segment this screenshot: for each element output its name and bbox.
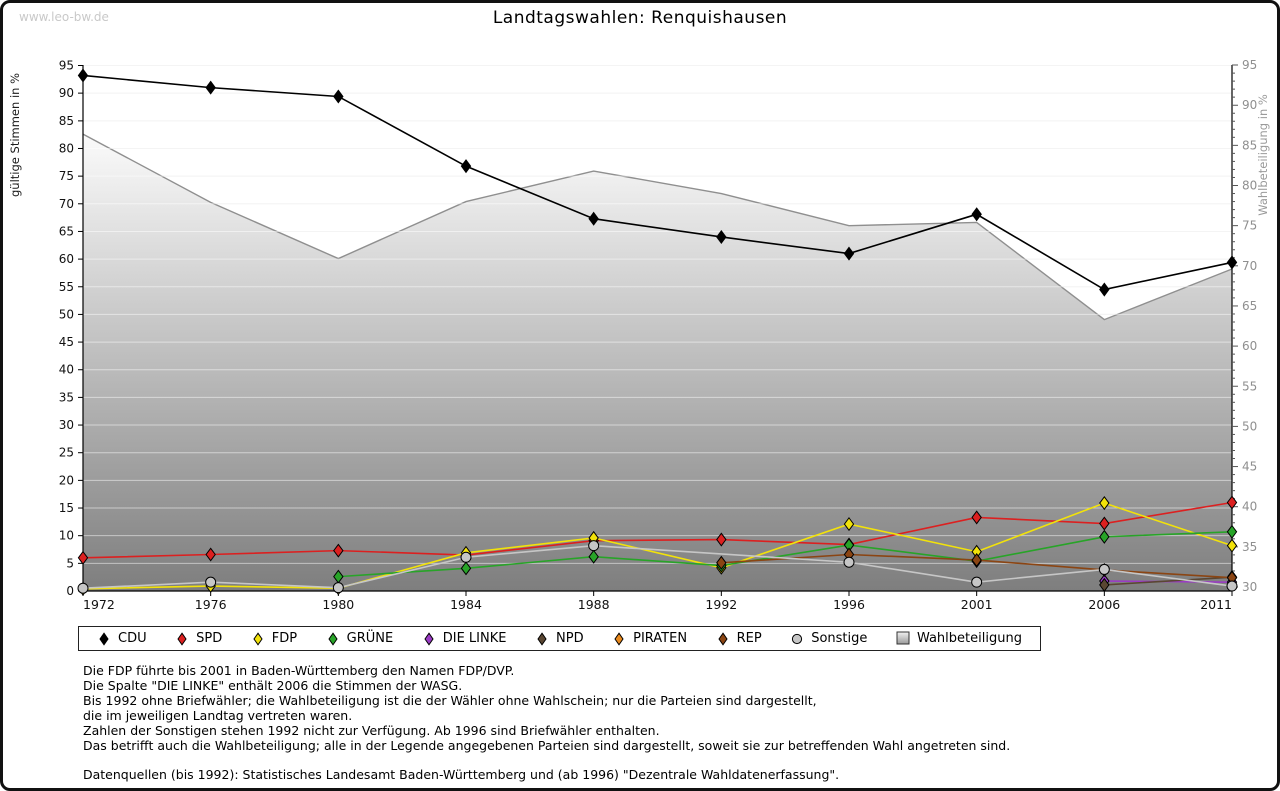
- left-axis-tick-label: 70: [58, 196, 74, 211]
- data-point-marker: [972, 577, 982, 587]
- left-axis-tick-label: 15: [58, 501, 74, 516]
- right-axis-tick-label: 35: [1242, 539, 1258, 554]
- data-point-marker: [461, 160, 470, 172]
- legend-label: REP: [736, 631, 762, 646]
- left-axis-tick-label: 90: [58, 86, 74, 101]
- x-axis-tick-label: 1984: [450, 597, 482, 612]
- legend-marker-icon: [97, 631, 111, 647]
- left-axis-tick-label: 30: [58, 418, 74, 433]
- data-point-marker: [461, 552, 471, 562]
- legend-item-sonstige: [790, 631, 867, 647]
- data-point-marker: [333, 583, 343, 593]
- legend-item-spd: [175, 631, 222, 647]
- left-axis-title: gültige Stimmen in %: [8, 72, 22, 198]
- data-point-marker: [1100, 283, 1109, 295]
- election-chart: [3, 3, 1280, 621]
- legend-marker-icon: [535, 631, 549, 647]
- data-point-marker: [206, 81, 215, 93]
- legend-marker-icon: [612, 631, 626, 647]
- legend-item-npd: [535, 631, 584, 647]
- legend-item-piraten: [612, 631, 687, 647]
- left-axis-tick-label: 45: [58, 335, 74, 350]
- x-axis-tick-label: 2006: [1088, 597, 1121, 612]
- legend-marker-icon: [790, 631, 804, 647]
- legend-item-grüne: [326, 631, 394, 647]
- right-axis-title: Wahlbeteiligung in %: [1256, 94, 1270, 216]
- data-point-marker: [1227, 581, 1237, 591]
- right-axis-tick-label: 80: [1242, 178, 1258, 193]
- data-point-marker: [206, 577, 216, 587]
- legend-item-die-linke: [422, 631, 507, 647]
- left-axis-tick-label: 85: [58, 113, 74, 128]
- right-axis-tick-label: 75: [1242, 218, 1258, 233]
- footnote-line: Die Spalte "DIE LINKE" enthält 2006 die Stimmen der WASG.: [83, 678, 463, 693]
- data-point-marker: [844, 557, 854, 567]
- legend-label: DIE LINKE: [442, 631, 507, 646]
- data-point-marker: [78, 583, 88, 593]
- data-point-marker: [972, 208, 981, 220]
- footnotes: [83, 663, 1237, 782]
- right-axis-tick-label: 45: [1242, 459, 1258, 474]
- legend-item-fdp: [251, 631, 297, 647]
- left-axis-tick-label: 20: [58, 473, 74, 488]
- legend-label: FDP: [271, 631, 298, 646]
- legend-marker-icon: [896, 631, 910, 647]
- x-axis-tick-label: 2011: [1200, 597, 1232, 612]
- right-axis-tick-label: 40: [1242, 499, 1258, 514]
- x-axis-tick-label: 1980: [322, 597, 355, 612]
- right-axis-tick-label: 50: [1242, 419, 1258, 434]
- data-point-marker: [1099, 564, 1109, 574]
- x-axis-tick-label: 2001: [960, 597, 993, 612]
- left-axis-tick-label: 60: [58, 252, 74, 267]
- legend-label: Sonstige: [811, 631, 868, 646]
- left-axis-tick-label: 35: [58, 390, 74, 405]
- legend-marker-icon: [422, 631, 436, 647]
- left-axis-tick-label: 5: [66, 556, 74, 571]
- data-point-marker: [589, 541, 599, 551]
- left-axis-tick-label: 25: [58, 445, 74, 460]
- right-axis-tick-label: 85: [1242, 138, 1258, 153]
- watermark: www.leo-bw.de: [19, 10, 109, 24]
- legend-label: NPD: [556, 631, 584, 646]
- right-axis-tick-label: 65: [1242, 298, 1258, 313]
- footnote-line: Bis 1992 ohne Briefwähler; die Wahlbeteiligung ist die der Wähler ohne Wahlschein; nur die Parteien sind dargestellt,: [83, 693, 817, 708]
- right-axis-tick-label: 95: [1242, 58, 1258, 73]
- right-axis-tick-label: 70: [1242, 258, 1258, 273]
- legend-label: Wahlbeteiligung: [916, 631, 1022, 646]
- x-axis-tick-label: 1992: [705, 597, 738, 612]
- left-axis-tick-label: 40: [58, 362, 74, 377]
- x-axis-tick-label: 1996: [833, 597, 865, 612]
- x-axis-tick-label: 1976: [194, 597, 227, 612]
- left-axis-tick-label: 55: [58, 279, 74, 294]
- right-axis-tick-label: 90: [1242, 98, 1258, 113]
- left-axis-tick-label: 65: [58, 224, 74, 239]
- legend-marker-icon: [251, 631, 265, 647]
- legend-label: CDU: [118, 631, 147, 646]
- chart-legend: [78, 626, 1041, 651]
- footnote-line: Das betrifft auch die Wahlbeteiligung; alle in der Legende angegebenen Parteien sind dargestellt, soweit sie zur betreffenden Wahl angetreten sind.: [83, 738, 1011, 753]
- participation-area: [83, 134, 1232, 591]
- legend-label: SPD: [196, 631, 223, 646]
- left-axis-tick-label: 0: [66, 584, 74, 598]
- left-axis-tick-label: 50: [58, 307, 74, 322]
- legend-marker-icon: [326, 631, 340, 647]
- left-axis-tick-label: 95: [58, 58, 74, 73]
- data-point-marker: [1227, 256, 1236, 268]
- x-axis-tick-label: 1988: [577, 597, 610, 612]
- right-axis-tick-label: 55: [1242, 379, 1258, 394]
- right-axis-tick-label: 30: [1242, 580, 1258, 594]
- legend-item-rep: [716, 631, 762, 647]
- footnote-line: Zahlen der Sonstigen stehen 1992 nicht zur Verfügung. Ab 1996 sind Briefwähler enthalten.: [83, 723, 660, 738]
- page-title: Landtagswahlen: Renquishausen: [492, 8, 788, 28]
- legend-item-wahlbeteiligung: [896, 631, 1022, 647]
- left-axis-tick-label: 80: [58, 141, 74, 156]
- legend-marker-icon: [716, 631, 730, 647]
- data-point-marker: [334, 90, 343, 102]
- left-axis-tick-label: 75: [58, 169, 74, 184]
- legend-marker-icon: [175, 631, 189, 647]
- right-axis-tick-label: 60: [1242, 339, 1258, 354]
- x-axis-tick-label: 1972: [83, 597, 115, 612]
- legend-item-cdu: [97, 631, 147, 647]
- footnote-line: Die FDP führte bis 2001 in Baden-Württemberg den Namen FDP/DVP.: [83, 663, 515, 678]
- footnote-line: die im jeweiligen Landtag vertreten waren.: [83, 708, 353, 723]
- legend-label: GRÜNE: [346, 631, 394, 646]
- legend-label: PIRATEN: [633, 631, 688, 646]
- data-point-marker: [78, 69, 87, 81]
- left-axis-tick-label: 10: [58, 528, 74, 543]
- datasource-line: Datenquellen (bis 1992): Statistisches Landesamt Baden-Württemberg und (ab 1996) "Dezentrale Wahldatenerfassung".: [83, 767, 840, 782]
